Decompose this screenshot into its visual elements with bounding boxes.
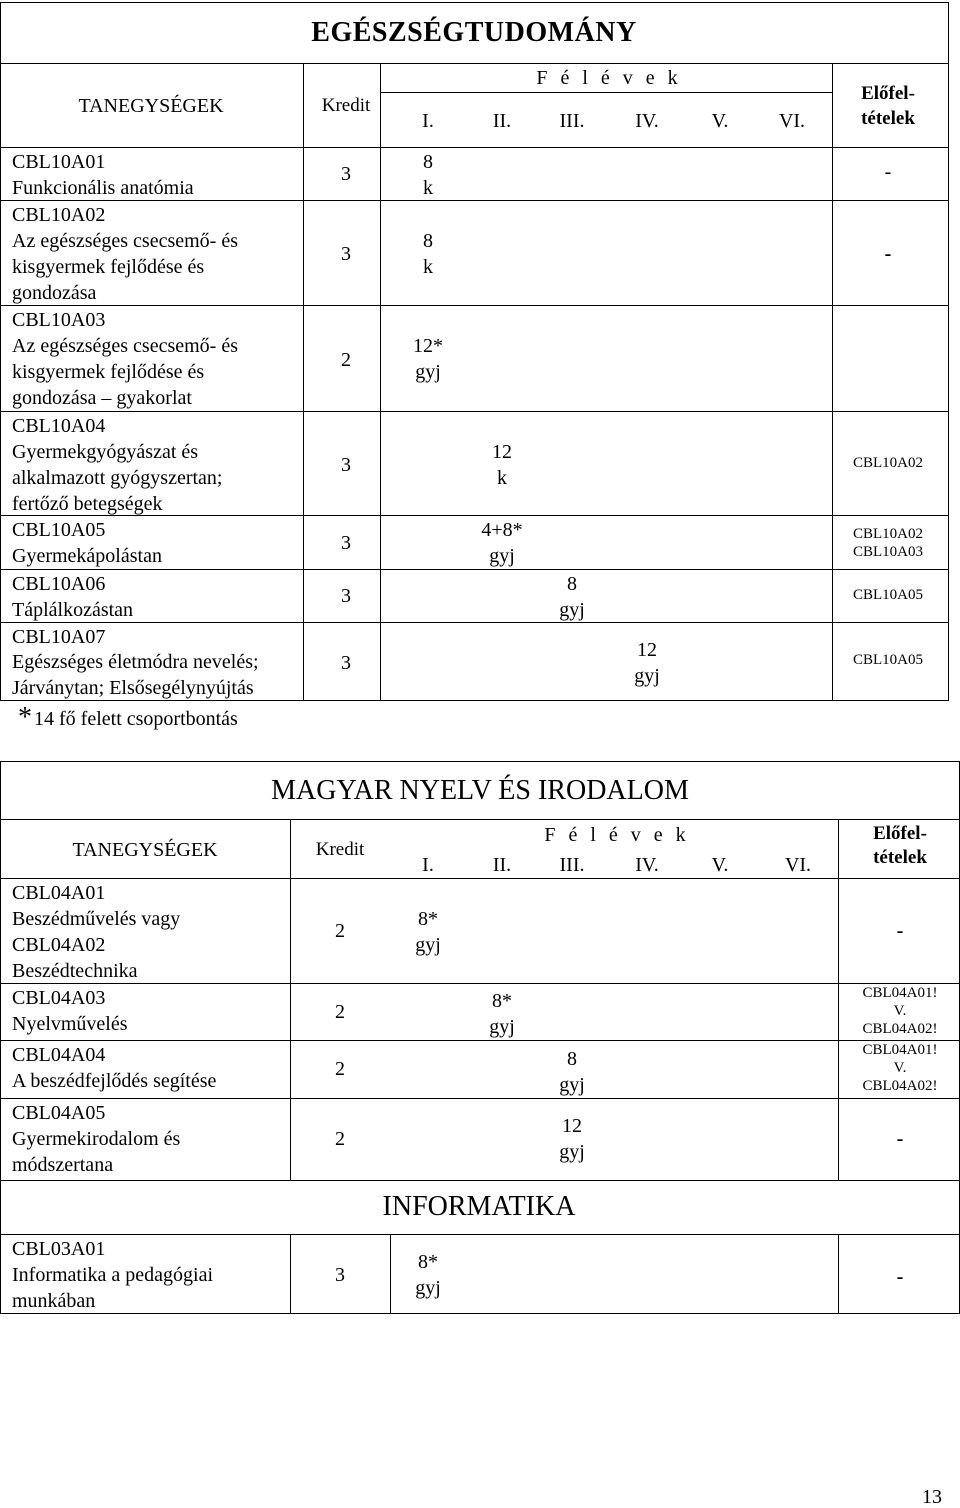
footnote: 14 fő felett csoportbontás xyxy=(34,708,238,730)
course-code: CBL04A01 xyxy=(12,882,106,904)
semester-header: VI. xyxy=(784,854,812,876)
section-title: EGÉSZSÉGTUDOMÁNY xyxy=(311,17,637,48)
semester-cell: gyj xyxy=(415,1277,441,1299)
credit-value: 2 xyxy=(335,1128,345,1150)
course-name: kisgyermek fejlődése és xyxy=(12,361,205,383)
credit-value: 3 xyxy=(341,652,351,674)
course-name: alkalmazott gyógyszertan; xyxy=(12,467,223,489)
border xyxy=(0,622,949,623)
section-title: INFORMATIKA xyxy=(382,1191,576,1222)
course-name: Az egészséges csecsemő- és xyxy=(12,335,239,357)
border xyxy=(838,1234,839,1313)
semester-cell: 12 xyxy=(492,441,512,463)
course-name: fertőző betegségek xyxy=(12,493,163,515)
border xyxy=(0,569,949,570)
border xyxy=(0,878,960,879)
course-code: CBL10A05 xyxy=(12,519,106,541)
course-code: CBL04A05 xyxy=(12,1102,106,1124)
course-name: Járványtan; Elsősegélynyújtás xyxy=(12,677,254,699)
border xyxy=(0,983,960,984)
course-name: Egészséges életmódra nevelés; xyxy=(12,651,259,673)
semester-cell: gyj xyxy=(489,545,515,567)
prereq-value: - xyxy=(896,920,904,942)
course-name: Nyelvművelés xyxy=(12,1013,128,1035)
semester-header: II. xyxy=(492,110,512,132)
prereq-value: V. xyxy=(893,1060,907,1076)
border xyxy=(0,515,949,516)
credit-value: 2 xyxy=(335,1058,345,1080)
column-header-units: TANEGYSÉGEK xyxy=(72,839,218,861)
border xyxy=(0,200,949,201)
semester-header: VI. xyxy=(778,110,806,132)
prereq-value: CBL04A01! xyxy=(862,1042,938,1058)
border xyxy=(0,2,1,700)
course-code: CBL10A03 xyxy=(12,309,106,331)
semester-cell: gyj xyxy=(559,1141,585,1163)
course-code: CBL10A02 xyxy=(12,204,106,226)
semester-cell: 12* xyxy=(413,335,443,357)
semester-cell: gyj xyxy=(559,1074,585,1096)
prereq-value: CBL10A02 xyxy=(852,455,924,471)
border xyxy=(0,1313,960,1314)
course-name: A beszédfejlődés segítése xyxy=(12,1070,217,1092)
semester-cell: 8* xyxy=(418,1251,438,1273)
prereq-value: CBL04A02! xyxy=(862,1078,938,1094)
column-header-prereq: Előfel- xyxy=(873,823,927,844)
column-header-prereq: Előfel- xyxy=(861,83,915,104)
semester-cell: 8* xyxy=(418,908,438,930)
column-header-units: TANEGYSÉGEK xyxy=(78,95,224,117)
course-name: Funkcionális anatómia xyxy=(12,177,194,199)
course-name: Táplálkozástan xyxy=(12,599,134,621)
semester-header: IV. xyxy=(635,110,659,132)
credit-value: 3 xyxy=(335,1264,345,1286)
border xyxy=(0,1234,960,1235)
credit-value: 3 xyxy=(341,532,351,554)
course-code: CBL04A02 xyxy=(12,934,106,956)
semester-header: III. xyxy=(559,110,585,132)
credit-value: 3 xyxy=(341,163,351,185)
prereq-value: - xyxy=(896,1128,904,1150)
semester-cell: gyj xyxy=(559,599,585,621)
column-header-prereq: tételek xyxy=(861,108,915,129)
semester-cell: gyj xyxy=(489,1016,515,1038)
credit-value: 2 xyxy=(341,349,351,371)
prereq-value: - xyxy=(884,243,892,265)
column-header-semesters: F é l é v e k xyxy=(536,67,682,89)
border xyxy=(390,1234,391,1313)
border xyxy=(0,305,949,306)
semester-cell: 8 xyxy=(423,151,433,173)
credit-value: 3 xyxy=(341,243,351,265)
course-code: CBL10A04 xyxy=(12,415,106,437)
semester-header: I. xyxy=(422,854,434,876)
border xyxy=(290,1234,291,1313)
border xyxy=(0,761,960,762)
semester-cell: 8 xyxy=(423,230,433,252)
semester-header: V. xyxy=(711,854,729,876)
course-code: CBL04A03 xyxy=(12,987,106,1009)
prereq-value: CBL04A02! xyxy=(862,1021,938,1037)
border xyxy=(0,147,949,148)
border xyxy=(380,63,381,700)
prereq-value: CBL10A05 xyxy=(852,587,924,603)
course-name: Beszédművelés vagy xyxy=(12,908,181,930)
credit-value: 3 xyxy=(341,454,351,476)
course-name: Informatika a pedagógiai xyxy=(12,1264,214,1286)
semester-cell: gyj xyxy=(415,934,441,956)
section-title: MAGYAR NYELV ÉS IRODALOM xyxy=(271,775,689,806)
semester-cell: k xyxy=(497,467,507,489)
border xyxy=(0,761,1,1313)
border xyxy=(838,819,839,1180)
course-name: Gyermekápolástan xyxy=(12,545,162,567)
course-name: módszertana xyxy=(12,1154,114,1176)
course-name: Gyermekgyógyászat és xyxy=(12,441,199,463)
border xyxy=(0,63,949,64)
border xyxy=(0,700,949,701)
semester-cell: gyj xyxy=(634,665,660,687)
semester-header: II. xyxy=(492,854,512,876)
border xyxy=(380,92,832,93)
semester-cell: 4+8* xyxy=(481,519,523,541)
semester-cell: 8 xyxy=(567,1048,577,1070)
prereq-value: CBL04A01! xyxy=(862,985,938,1001)
course-code: CBL03A01 xyxy=(12,1238,106,1260)
credit-value: 2 xyxy=(335,1001,345,1023)
prereq-value: CBL10A02 xyxy=(852,526,924,542)
course-name: gondozása xyxy=(12,282,97,304)
prereq-value: V. xyxy=(893,1003,907,1019)
border xyxy=(0,1180,960,1181)
course-name: munkában xyxy=(12,1290,96,1312)
border xyxy=(0,411,949,412)
prereq-value: - xyxy=(896,1266,904,1288)
page-number: 13 xyxy=(922,1486,942,1508)
semester-cell: k xyxy=(423,177,433,199)
course-code: CBL04A04 xyxy=(12,1044,106,1066)
credit-value: 2 xyxy=(335,920,345,942)
course-name: gondozása – gyakorlat xyxy=(12,387,192,409)
semester-header: I. xyxy=(422,110,434,132)
course-code: CBL10A07 xyxy=(12,626,106,648)
column-header-credit: Kredit xyxy=(315,839,365,860)
credit-value: 3 xyxy=(341,585,351,607)
semester-header: IV. xyxy=(635,854,659,876)
semester-header: III. xyxy=(559,854,585,876)
semester-cell: 8 xyxy=(567,573,577,595)
course-name: Beszédtechnika xyxy=(12,960,138,982)
border xyxy=(832,63,833,700)
course-name: Gyermekirodalom és xyxy=(12,1128,181,1150)
column-header-semesters: F é l é v e k xyxy=(544,824,690,846)
column-header-credit: Kredit xyxy=(321,95,371,116)
course-name: kisgyermek fejlődése és xyxy=(12,256,205,278)
prereq-value: CBL10A03 xyxy=(852,544,924,560)
semester-cell: 12 xyxy=(637,639,657,661)
semester-cell: k xyxy=(423,256,433,278)
course-name: Az egészséges csecsemő- és xyxy=(12,230,239,252)
prereq-value: - xyxy=(884,161,892,183)
course-code: CBL10A01 xyxy=(12,151,106,173)
footnote-star: * xyxy=(18,702,32,733)
prereq-value: CBL10A05 xyxy=(852,652,924,668)
border xyxy=(0,1040,960,1041)
semester-cell: 8* xyxy=(492,990,512,1012)
border xyxy=(0,2,949,3)
semester-header: V. xyxy=(711,110,729,132)
border xyxy=(290,819,291,1180)
border xyxy=(948,2,949,700)
border xyxy=(0,819,960,820)
column-header-prereq: tételek xyxy=(873,847,927,868)
border xyxy=(303,63,304,700)
course-code: CBL10A06 xyxy=(12,573,106,595)
border xyxy=(0,1098,960,1099)
semester-cell: 12 xyxy=(562,1115,582,1137)
semester-cell: gyj xyxy=(415,361,441,383)
